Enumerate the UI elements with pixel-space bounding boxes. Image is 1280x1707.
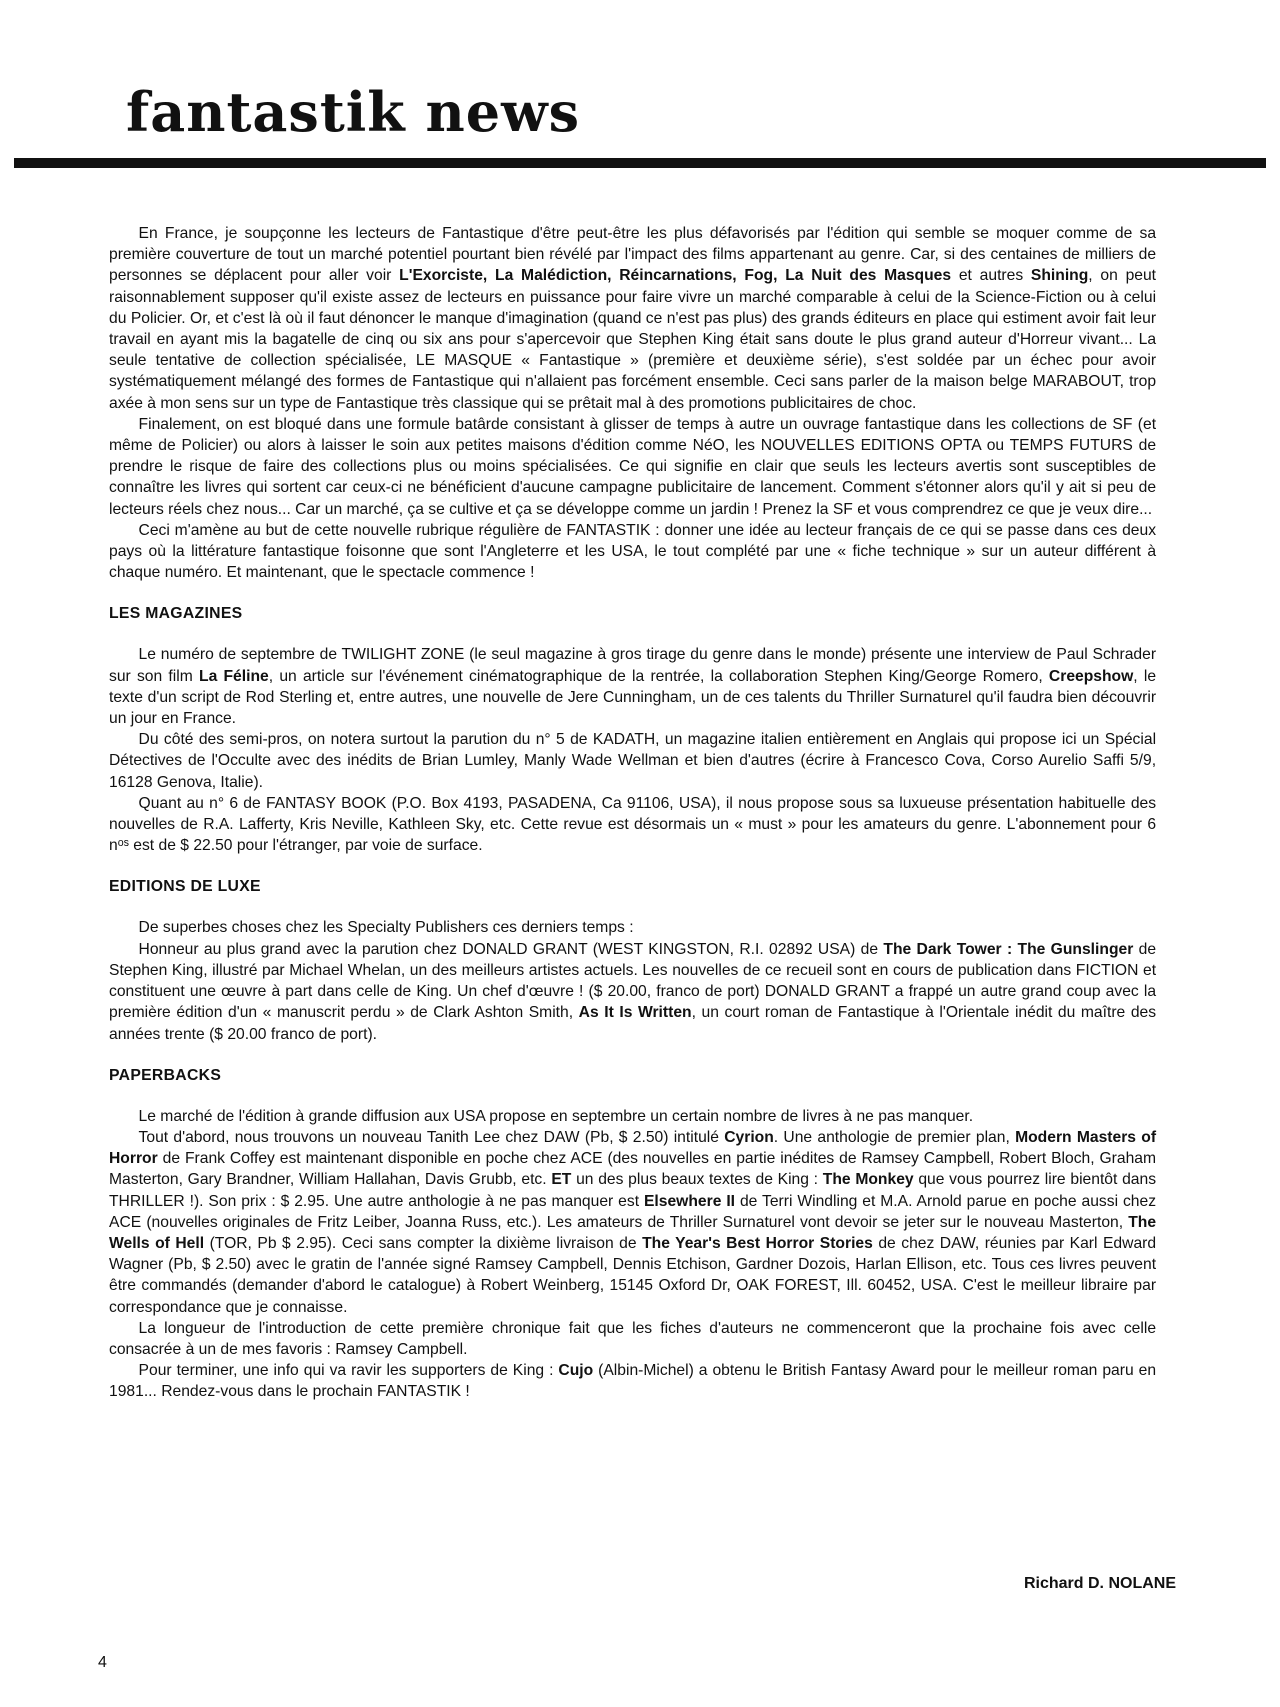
film-title-shining: Shining (1030, 267, 1089, 285)
magazines-paragraph-2: Du côté des semi-pros, on notera surtout la parution du n° 5 de KADATH, un magazine italien entièrement en Anglais qui propose ici un Spécial Détectives de l'Occulte avec des inédits de Brian Lumley, Manly Wade Wellman et bien d'autres (écrire à Francesco Cova, Corso Aurelio Saffi 5/9, 16128 Genova, Italie). (109, 731, 1157, 791)
section-title-paperbacks: PAPERBACKS (109, 1066, 222, 1084)
luxe-paragraph-2: Honneur au plus grand avec la parution chez DONALD GRANT (WEST KINGSTON, R.I. 02892 USA) de The Dark Tower : The Gunslinger de Stephen King, illustré par Michael Whelan, un des meilleurs artistes actuels. Les nouvelles de ce recueil sont en cours de publication dans FICTION et constituent une œuvre à part dans celle de King. Un chef d'œuvre ! ($ 20.00, franco de port) DONALD GRANT a frappé un autre grand coup avec la première édition d'un « manuscrit perdu » de Clark Ashton Smith, As It Is Written, un court roman de Fantastique à l'Orientale inédit du maître des années trente ($ 20.00 franco de port). (109, 940, 1157, 1043)
intro-paragraph-2: Finalement, on est bloqué dans une formule batârde consistant à glisser de temps à autre un ouvrage fantastique dans les collections de SF (et même de Policier) ou alors à laisser le soin aux petites maisons d'édition comme NéO, les NOUVELLES EDITIONS OPTA ou TEMPS FUTURS de prendre le risque de faire des collections plus ou moins spécialisées. Ce qui signifie en clair que seuls les lecteurs avertis sont susceptibles de connaître les livres qui sortent car ceux-ci ne bénéficient d'aucune campagne publicitaire de lancement. Comment s'étonner alors qu'il y ait si peu de lecteurs réels chez nous... Car un marché, ça se cultive et ça se développe comme un jardin ! Prenez la SF et vous comprendrez ce que je veux dire... (109, 415, 1157, 518)
magazines-paragraph-3: Quant au n° 6 de FANTASY BOOK (P.O. Box 4193, PASADENA, Ca 91106, USA), il nous propose sous sa luxueuse présentation habituelle des nouvelles de R.A. Lafferty, Kris Neville, Kathleen Sky, etc. Cette revue est désormais un « must » pour les amateurs du genre. L'abonnement pour 6 nᵒˢ est de $ 22.50 pour l'étranger, par voie de surface. (109, 794, 1157, 855)
luxe-paragraph-1: De superbes choses chez les Specialty Publishers ces derniers temps : (138, 919, 634, 937)
title-rule (14, 158, 1266, 168)
page-title: fantastik news (126, 80, 580, 144)
paperbacks-paragraph-4: Pour terminer, une info qui va ravir les supporters de King : Cujo (Albin-Michel) a obtenu le British Fantasy Award pour le meilleur roman paru en 1981... Rendez-vous dans le prochain FANTASTIK ! (109, 1362, 1157, 1401)
title-as-it-is-written: As It Is Written (578, 1004, 692, 1022)
section-title-luxe: EDITIONS DE LUXE (109, 878, 261, 896)
intro-paragraph-1: En France, je soupçonne les lecteurs de Fantastique d'être peut-être les plus défavorisés par l'édition qui semble se moquer comme de sa première couverture de tout un marché potentiel pourtant bien révélé par l'impact des films appartenant au genre. Car, si des centaines de milliers de personnes se déplacent pour aller voir L'Exorciste, La Malédiction, Réincarnations, Fog, La Nuit des Masques et autres Shining, on peut raisonnablement supposer qu'il existe assez de lecteurs en puissance pour faire vivre un marché comparable à celui de la Science-Fiction ou à celui du Policier. Or, et c'est là où il faut dénoncer le manque d'imagination (quand ce n'est pas plus) des grands éditeurs en place qui estiment avoir fait leur travail en ayant mis la bagatelle de cinq ou six ans pour s'apercevoir que Stephen King était sans doute le plus grand auteur d'Horreur vivant... La seule tentative de collection spécialisée, LE MASQUE « Fantastique » (première et deuxième série), s'est soldée par un échec pour avoir systématiquement mélangé des formes de Fantastique qui n'allaient pas forcément ensemble. Ceci sans parler de la maison belge MARABOUT, trop axée à mon sens sur un type de Fantastique très classique qui se prêtait mal à des promotions publicitaires de choc. (109, 225, 1157, 412)
magazines-paragraph-1: Le numéro de septembre de TWILIGHT ZONE (le seul magazine à gros tirage du genre dans le monde) présente une interview de Paul Schrader sur son film La Féline, un article sur l'événement cinématographique de la rentrée, la collaboration Stephen King/George Romero, Creepshow, le texte d'un script de Rod Sterling et, entre autres, une nouvelle de Jere Cunningham, un de ces talents du Thriller Surnaturel qu'il faudra bien découvrir un jour en France. (109, 646, 1157, 728)
author-signature: Richard D. NOLANE (1023, 1575, 1176, 1592)
title-cujo: Cujo (558, 1362, 594, 1380)
article-body (109, 223, 1156, 1403)
paperbacks-paragraph-2: Tout d'abord, nous trouvons un nouveau Tanith Lee chez DAW (Pb, $ 2.50) intitulé Cyrion. Une anthologie de premier plan, Modern Masters of Horror de Frank Coffey est maintenant disponible en poche chez ACE (des nouvelles en partie inédites de Ramsey Campbell, Robert Bloch, Graham Masterton, Gary Brandner, William Hallahan, Davis Grubb, etc. ET un des plus beaux textes de King : The Monkey que vous pourrez lire bientôt dans THRILLER !). Son prix : $ 2.95. Une autre anthologie à ne pas manquer est Elsewhere II de Terri Windling et M.A. Arnold parue en poche aussi chez ACE (nouvelles originales de Fritz Leiber, Joanna Russ, etc.). Les amateurs de Thriller Surnaturel vont devoir se jeter sur le nouveau Masterton, The Wells of Hell (TOR, Pb $ 2.95). Ceci sans compter la dixième livraison de The Year's Best Horror Stories de chez DAW, réunies par Karl Edward Wagner (Pb, $ 2.50) avec le gratin de l'année signé Ramsey Campbell, Dennis Etchison, Gardner Dozois, Harlan Ellison, etc. Tous ces livres peuvent être commandés (demander d'abord le catalogue) à Robert Weinberg, 15145 Oxford Dr, OAK FOREST, Ill. 60452, USA. C'est le meilleur libraire par correspondance que je connaisse. (109, 1128, 1157, 1316)
paperbacks-paragraph-1: Le marché de l'édition à grande diffusion aux USA propose en septembre un certain nombre de livres à ne pas manquer. (138, 1107, 974, 1125)
paperbacks-paragraph-3: La longueur de l'introduction de cette première chronique fait que les fiches d'auteurs ne commenceront que la prochaine fois avec celle consacrée à un de mes favoris : Ramsey Campbell. (109, 1319, 1157, 1358)
title-dark-tower: The Dark Tower : The Gunslinger (883, 940, 1134, 958)
title-la-feline: La Féline (199, 667, 269, 685)
section-title-magazines: LES MAGAZINES (109, 605, 243, 623)
title-creepshow: Creepshow (1048, 667, 1134, 685)
intro-paragraph-3: Ceci m'amène au but de cette nouvelle rubrique régulière de FANTASTIK : donner une idée au lecteur français de ce qui se passe dans ces deux pays où la littérature fantastique foisonne que sont l'Angleterre et les USA, le tout complété par une « fiche technique » sur un auteur différent à chaque numéro. Et maintenant, que le spectacle commence ! (109, 521, 1157, 582)
film-titles: L'Exorciste, La Malédiction, Réincarnations, Fog, La Nuit des Masques (399, 267, 952, 285)
page-number: 4 (98, 1654, 107, 1671)
